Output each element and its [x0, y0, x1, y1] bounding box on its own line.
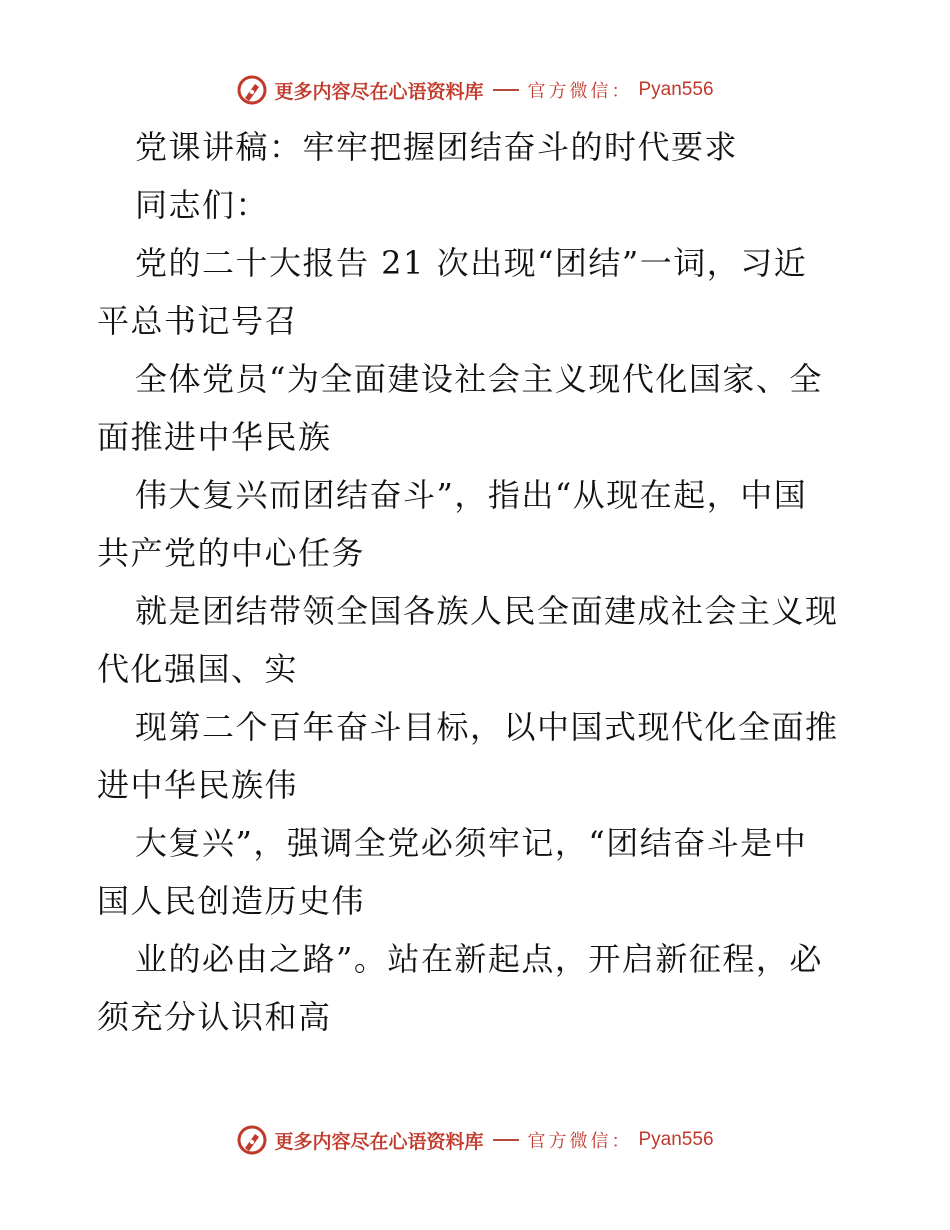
header-watermark	[0, 72, 950, 108]
watermark-separator	[493, 1139, 519, 1141]
text-line: 全体党员“为全面建设社会主义现代化国家、全	[135, 360, 823, 398]
watermark-handle: Pyan556	[638, 1129, 714, 1150]
document-body	[97, 118, 857, 1046]
text-line: 现第二个百年奋斗目标，以中国式现代化全面推	[135, 708, 839, 746]
pen-nib-circle-icon	[236, 74, 268, 106]
text-line: 就是团结带领全国各族人民全面建成社会主义现	[135, 592, 839, 630]
text-line: 业的必由之路”。站在新起点，开启新征程，必	[135, 940, 823, 978]
text-line: 伟大复兴而团结奋斗”，指出“从现在起，中国	[135, 476, 808, 514]
watermark-separator	[493, 89, 519, 91]
text-line: 同志们：	[135, 186, 270, 224]
watermark-text: 更多内容尽在心语资料库	[274, 1130, 484, 1153]
text-line: 代化强国、实	[97, 650, 299, 688]
watermark-label: 官方微信：	[527, 1131, 633, 1152]
text-line: 面推进中华民族	[97, 418, 332, 456]
text-line: 大复兴”，强调全党必须牢记，“团结奋斗是中	[135, 824, 808, 862]
text-line: 国人民创造历史伟	[97, 882, 366, 920]
watermark-label: 官方微信：	[527, 81, 633, 102]
text-line: 须充分认识和高	[97, 998, 332, 1036]
watermark-handle: Pyan556	[638, 79, 714, 100]
text-line: 党的二十大报告 21 次出现“团结”一词，习近	[135, 244, 808, 282]
watermark-text: 更多内容尽在心语资料库	[274, 80, 484, 103]
text-line: 共产党的中心任务	[97, 534, 366, 572]
text-line: 进中华民族伟	[97, 766, 299, 804]
footer-watermark	[0, 1122, 950, 1158]
text-line: 平总书记号召	[97, 302, 299, 340]
pen-nib-circle-icon	[236, 1124, 268, 1156]
text-line: 党课讲稿：牢牢把握团结奋斗的时代要求	[135, 128, 739, 166]
